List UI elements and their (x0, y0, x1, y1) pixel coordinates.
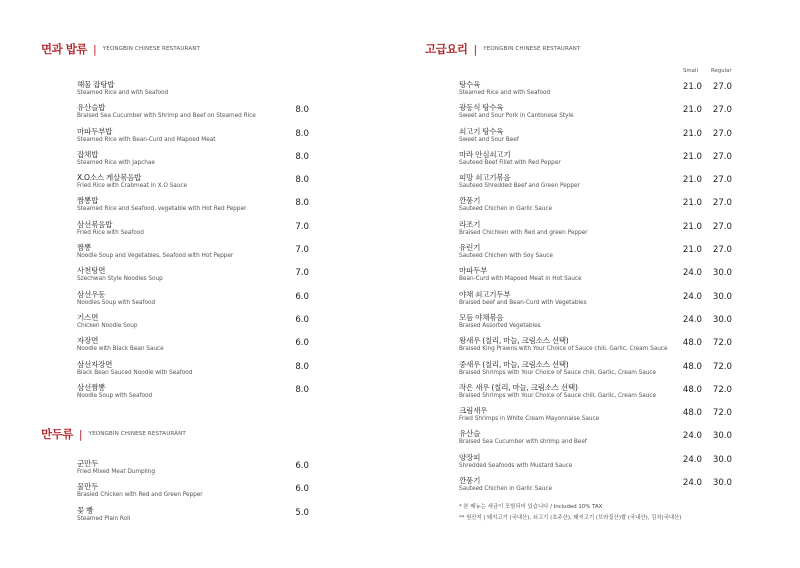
price-regular: 27.0 (712, 245, 732, 256)
menu-item (77, 481, 337, 504)
price-small: 48.0 (682, 408, 702, 419)
menu-item-name-en: Black Bean Sauced Noodle with Seafood (77, 369, 193, 376)
menu-notes (459, 502, 681, 523)
menu-item (459, 149, 749, 172)
price-small: 24.0 (682, 291, 702, 302)
menu-item-price: 7.0 (295, 245, 309, 256)
menu-item-name-ko: 잡채밥 (77, 149, 99, 159)
price-regular: 30.0 (712, 314, 732, 325)
menu-item (77, 195, 337, 218)
menu-item-name-ko: 삼선자장면 (77, 359, 113, 369)
menu-item (77, 172, 337, 195)
menu-item-name-ko: 피망 쇠고기볶음 (459, 173, 511, 183)
menu-item (77, 312, 337, 335)
premium-menu-list (459, 79, 749, 498)
menu-item (77, 359, 337, 382)
price-regular: 30.0 (712, 478, 732, 489)
menu-item-name-ko: 꽃 빵 (77, 505, 94, 515)
price-small: 21.0 (682, 175, 702, 186)
menu-item-name-ko: 마파두부밥 (77, 126, 113, 136)
menu-item-name-en: Shredded Seafoods with Mustard Sauce (459, 462, 573, 469)
menu-item (459, 405, 749, 428)
menu-item (459, 172, 749, 195)
dumplings-section-header (41, 426, 186, 442)
menu-item-name-en: Braised Shrimps with Your Choice of Sauce chili, Garlic, Cream Sauce (459, 392, 657, 399)
menu-item (77, 219, 337, 242)
menu-item (459, 195, 749, 218)
section-divider: | (473, 42, 478, 56)
noodles-section-header (41, 41, 200, 57)
section-divider: | (78, 427, 83, 441)
menu-item-name-ko: 광동식 탕수육 (459, 103, 504, 113)
menu-item-price: 6.0 (295, 291, 309, 302)
menu-item-name-ko: 삼선볶음밥 (77, 219, 113, 229)
menu-item-name-en: Bean-Curd with Mapoed Meat in Hot Sauce (459, 276, 582, 283)
menu-item-name-en: Braised Sea Cucumber with Shrimp and Beef on Steamed Rice (77, 113, 256, 120)
dumplings-section-subtitle: YEONGBIN CHINESE RESTAURANT (88, 431, 186, 437)
menu-item-price: 6.0 (295, 338, 309, 349)
menu-item (459, 219, 749, 242)
menu-item-price: 8.0 (295, 361, 309, 372)
price-small: 21.0 (682, 245, 702, 256)
menu-item-name-ko: 삼선짬뽕 (77, 382, 106, 392)
menu-item-name-en: Brasied Chicken with Red and Green Pepper (77, 492, 203, 499)
menu-item-name-en: Braised Chichken with Red and green Pepper (459, 229, 588, 236)
menu-item-name-ko: 깐풍기 (459, 196, 481, 206)
menu-item-name-en: Steamed Plain Roll (77, 515, 131, 522)
price-small: 24.0 (682, 431, 702, 442)
menu-item-name-en: Noodle Soup with Seafood (77, 392, 153, 399)
menu-item (77, 289, 337, 312)
menu-item-name-en: Braised Sea Cucumber with shrimp and Beef (459, 439, 587, 446)
menu-item-name-ko: 작은 새우 (칠리, 마늘, 크림소스 선택) (459, 382, 578, 392)
menu-item-price: 6.0 (295, 484, 309, 495)
menu-item-name-ko: 해물 잡탕밥 (77, 80, 115, 89)
menu-item-name-ko: 탕수육 (459, 80, 481, 89)
menu-item-name-ko: X.O소스 게살볶음밥 (77, 173, 142, 183)
menu-item (459, 102, 749, 125)
menu-item-name-en: Sweet and Sour Beef (459, 136, 519, 143)
price-small: 48.0 (682, 338, 702, 349)
menu-item-name-ko: 깐풍기 (459, 476, 481, 486)
price-small: 48.0 (682, 384, 702, 395)
menu-item-price: 8.0 (295, 198, 309, 209)
menu-item-name-en: Steamed Rice with Japchae (77, 159, 155, 166)
premium-section-subtitle: YEONGBIN CHINESE RESTAURANT (483, 46, 581, 52)
menu-item-name-en: Steamed Rice with Bean-Curd and Mapoed Meat (77, 136, 216, 143)
menu-item-name-en: Steamed Rice and with Seafood (77, 90, 169, 96)
menu-item-name-ko: 짬뽕 (77, 243, 92, 253)
menu-item-name-ko: 쇠고기 탕수육 (459, 126, 504, 136)
menu-item-name-ko: 마파두부 (459, 266, 488, 276)
menu-item-name-en: Steamed Rice and Seafood, vegetable with Hot Red Pepper (77, 206, 247, 213)
menu-item-name-en: Szechwan Style Noodles Soup (77, 276, 163, 283)
premium-section-title: 고급요리 (425, 42, 468, 56)
price-regular: 30.0 (712, 454, 732, 465)
price-small: 21.0 (682, 151, 702, 162)
menu-item (459, 126, 749, 149)
price-regular: 27.0 (712, 82, 732, 92)
menu-item (77, 242, 337, 265)
price-small: 21.0 (682, 128, 702, 139)
menu-item-name-ko: 왕새우 (칠리, 마늘, 크림소스 선택) (459, 336, 569, 346)
menu-item-price: 8.0 (295, 151, 309, 162)
price-regular: 27.0 (712, 175, 732, 186)
menu-item-name-ko: 라조기 (459, 219, 481, 229)
menu-item-name-en: Fried Mixed Meat Dumpling (77, 469, 155, 475)
menu-item-name-ko: 물만두 (77, 482, 99, 492)
menu-item (459, 382, 749, 405)
menu-item-name-ko: 군만두 (77, 459, 99, 468)
menu-item-price: 8.0 (295, 128, 309, 139)
menu-item-name-ko: 유린기 (459, 243, 481, 253)
menu-item (459, 289, 749, 312)
menu-item-price: 6.0 (295, 461, 309, 471)
menu-item-name-en: Fried Shrimps in White Cream Mayonnaise Sauce (459, 416, 600, 423)
menu-item (459, 428, 749, 451)
price-regular: 30.0 (712, 268, 732, 279)
menu-item-name-ko: 사천탕면 (77, 266, 106, 276)
menu-item-name-ko: 짬뽕밥 (77, 196, 99, 206)
menu-item (459, 242, 749, 265)
price-regular: 72.0 (712, 408, 732, 419)
menu-item (459, 359, 749, 382)
menu-item (77, 126, 337, 149)
menu-item (77, 458, 337, 481)
menu-item-name-en: Sauteed Shredded Beef and Green Pepper (459, 183, 580, 190)
menu-item-name-en: Sweet and Sour Pork in Cantonese Style (459, 113, 574, 120)
noodles-menu-list (77, 79, 337, 405)
menu-item-name-en: Braised Assorted Vegetables (459, 322, 541, 329)
menu-item (459, 79, 749, 102)
menu-item (77, 382, 337, 405)
menu-item-name-en: Sauteed Chichen with Soy Sauce (459, 253, 553, 260)
menu-item-name-ko: 유산슬 (459, 429, 481, 439)
price-regular: 30.0 (712, 291, 732, 302)
menu-item-name-en: Sauteed Chichen in Garlic Sauce (459, 486, 553, 493)
price-regular: 27.0 (712, 221, 732, 232)
section-divider: | (92, 42, 97, 56)
price-small: 24.0 (682, 314, 702, 325)
menu-item-name-ko: 유산슬밥 (77, 103, 106, 113)
noodles-section-subtitle: YEONGBIN CHINESE RESTAURANT (102, 46, 201, 52)
menu-item-name-en: Chicken Noodle Soup (77, 322, 138, 329)
menu-item-name-ko: 삼선우동 (77, 289, 106, 299)
menu-item-name-en: Braised beef and Bean-Curd with Vegetables (459, 299, 587, 306)
price-small: 24.0 (682, 454, 702, 465)
menu-item-name-ko: 중새우 (칠리, 마늘, 크림소스 선택) (459, 359, 569, 369)
price-small: 21.0 (682, 198, 702, 209)
price-regular: 27.0 (712, 198, 732, 209)
menu-item-price: 5.0 (295, 507, 309, 518)
size-regular-header: Regular (711, 68, 732, 74)
menu-item (77, 102, 337, 125)
price-small: 24.0 (682, 268, 702, 279)
menu-item-name-ko: 야채 쇠고기두부 (459, 289, 511, 299)
menu-item-name-en: Sauteed Chichen in Garlic Sauce (459, 206, 553, 213)
menu-item-name-ko: 모듬 야채볶음 (459, 312, 504, 322)
menu-item-name-en: Fried Rice with Crabmeat in X.O Sauce (77, 183, 188, 190)
price-small: 21.0 (682, 82, 702, 92)
menu-item-name-en: Braised Shrimps with Your Choice of Sauce chili, Garlic, Cream Sauce (459, 369, 657, 376)
menu-item (459, 452, 749, 475)
tax-note: * 본 메뉴는 세금이 포함되어 있습니다 / Included 10% TAX (459, 504, 603, 510)
menu-item-name-en: Noodle with Black Bean Sauce (77, 346, 164, 353)
noodles-section-title: 면과 밥류 (41, 42, 87, 56)
menu-item (459, 312, 749, 335)
menu-item-price: 7.0 (295, 268, 309, 279)
menu-item-name-en: Steamed Rice and with Seafood (459, 90, 551, 96)
menu-item-name-en: Noodles Soup with Seafood (77, 299, 156, 306)
menu-item-name-en: Braised King Prawns with Your Choice of Sauce chili, Garlic, Cream Sauce (459, 346, 668, 353)
price-small: 21.0 (682, 221, 702, 232)
menu-item-price: 8.0 (295, 175, 309, 186)
price-regular: 72.0 (712, 384, 732, 395)
price-regular: 72.0 (712, 338, 732, 349)
dumplings-section-title: 만두류 (41, 427, 73, 441)
menu-item-name-ko: 크림새우 (459, 406, 488, 416)
origin-note: ** 원산지 | 돼지고기 (국내산), 쇠고기 (호주산), 돼지고기 (브라질산)쌀 (국내산), 김치(국내산) (459, 514, 682, 521)
premium-section-header (425, 41, 581, 57)
menu-item-price: 8.0 (295, 384, 309, 395)
price-regular: 27.0 (712, 105, 732, 116)
price-regular: 27.0 (712, 151, 732, 162)
menu-item-name-ko: 마라 안심쇠고기 (459, 149, 511, 159)
price-small: 21.0 (682, 105, 702, 116)
menu-item-price: 8.0 (295, 105, 309, 116)
dumplings-menu-list (77, 458, 337, 528)
menu-item (77, 505, 337, 528)
menu-item-name-ko: 자장면 (77, 336, 99, 346)
menu-item-name-en: Noodle Soup and Vegetables, Seafood with Hot Pepper (77, 253, 234, 260)
price-small: 48.0 (682, 361, 702, 372)
menu-item (459, 335, 749, 358)
menu-item (77, 79, 337, 102)
menu-item-price: 6.0 (295, 314, 309, 325)
price-small: 24.0 (682, 478, 702, 489)
price-regular: 72.0 (712, 361, 732, 372)
menu-item-name-en: Fried Rice with Seafood (77, 229, 144, 236)
menu-item (77, 335, 337, 358)
menu-item-name-en: Sauteed Beef Fillet with Red Pepper (459, 159, 561, 166)
menu-item-price: 7.0 (295, 221, 309, 232)
size-small-header: Small (683, 68, 698, 74)
menu-item-name-ko: 양장피 (459, 452, 481, 462)
menu-item (77, 149, 337, 172)
price-regular: 27.0 (712, 128, 732, 139)
menu-item (77, 265, 337, 288)
menu-item-name-ko: 기스면 (77, 312, 99, 322)
menu-item (459, 265, 749, 288)
menu-item (459, 475, 749, 498)
price-regular: 30.0 (712, 431, 732, 442)
